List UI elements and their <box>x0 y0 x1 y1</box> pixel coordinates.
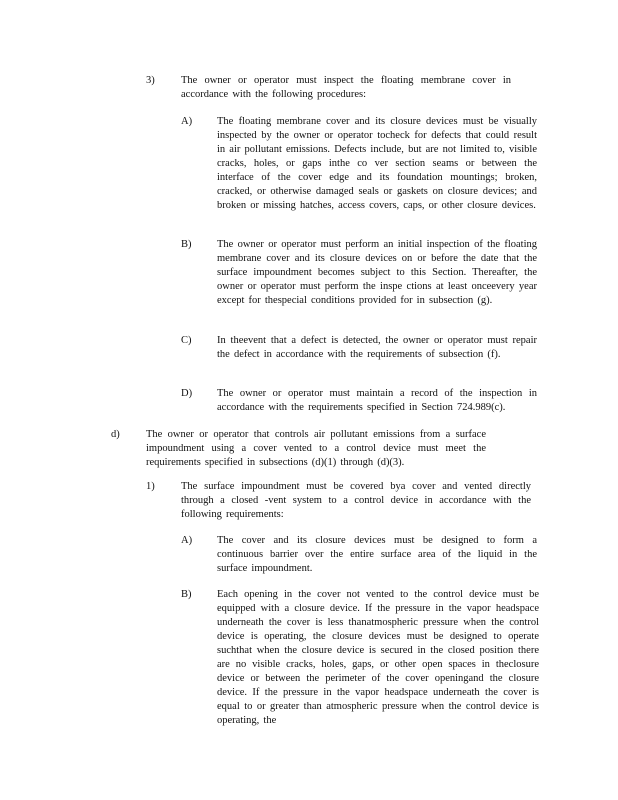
paragraph-label: C) <box>181 335 192 346</box>
paragraph-label: B) <box>181 589 192 600</box>
paragraph-label: A) <box>181 535 193 546</box>
paragraph-text: The owner or operator must perform an initial inspection of the floating membrane cover and its closure devices on or before the date that the surface impoundment becomes subject to this Section. Thereafter, the owner or operator must perform the inspe ctions at least onceevery year except for thespecial conditions provided for in subsection (g). <box>217 239 537 306</box>
paragraph-label: 3) <box>146 75 155 86</box>
paragraph-text: In theevent that a defect is detected, the owner or operator must repair the defect in accordance with the requirements of subsection (f). <box>217 335 537 360</box>
paragraph-text: Each opening in the cover not vented to the control device must be equipped with a closure device. If the pressure in the vapor headspace underneath the cover is less thanatmospheric pressure when the control device is operating, the closure devices must be designed to operate suchthat when the closure device is secured in the closed position there are no visible cracks, holes, gaps, or other open spaces in theclosure device or between the perimeter of the cover openingand the closure device. If the pressure in the vapor headspace underneath the cover is equal to or greater than atmospheric pressure when the control device is operating, the <box>217 589 539 726</box>
paragraph-text: The surface impoundment must be covered bya cover and vented directly through a closed -vent system to a control device in accordance with the following requirements: <box>181 481 531 520</box>
paragraph-label: B) <box>181 239 192 250</box>
paragraph-label: 1) <box>146 481 155 492</box>
paragraph-label: D) <box>181 388 193 399</box>
paragraph-text: The floating membrane cover and its closure devices must be visually inspected by the owner or operator tocheck for defects that could result in air pollutant emissions. Defects include, but are not limited to, visible cracks, holes, or gaps inthe co ver section seams or between the interface of the cover edge and its foundation mountings; broken, cracked, or otherwise damaged seals or gaskets on closure devices; and broken or missing hatches, access covers, caps, or other closure devices. <box>217 116 537 211</box>
paragraph-text: The owner or operator must maintain a record of the inspection in accordance with the requirements specified in Section 724.989(c). <box>217 388 537 413</box>
paragraph-label: A) <box>181 116 193 127</box>
paragraph-text: The owner or operator must inspect the floating membrane cover in accordance with the following procedures: <box>181 75 511 100</box>
paragraph-text: The cover and its closure devices must be designed to form a continuous barrier over the entire surface area of the liquid in the surface impoundment. <box>217 535 537 574</box>
paragraph-label: d) <box>111 429 120 440</box>
paragraph-text: The owner or operator that controls air pollutant emissions from a surface impoundment using a cover vented to a control device must meet the requirements specified in subsections (d)(1) through (d)(3). <box>146 429 486 468</box>
